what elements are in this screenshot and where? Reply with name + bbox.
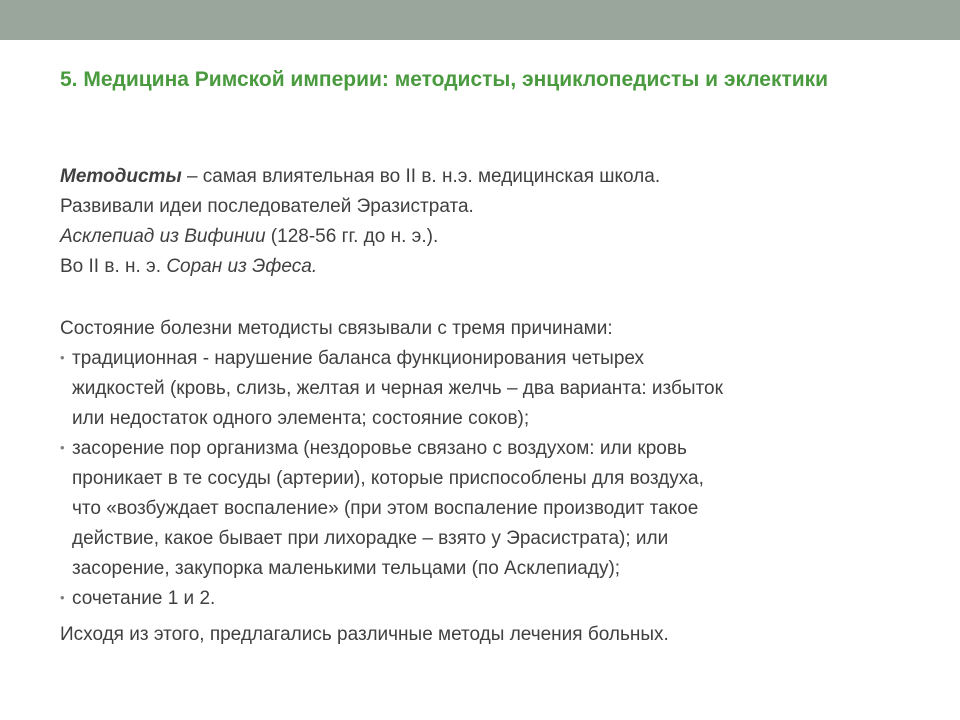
bullet-icon: • [60,350,65,365]
bullet-line: действие, какое бывает при лихорадке – взято у Эрасистрата); или [72,528,669,549]
bullet-line: традиционная - нарушение баланса функционирования четырех [72,348,645,369]
bullet-icon: • [60,590,65,605]
paragraph-methodists [60,162,910,192]
slide-title: 5. Медицина Римской империи: методисты, энциклопедисты и эклектики [60,68,829,91]
bullet-line: засорение пор организма (нездоровье связано с воздухом: или кровь [72,438,687,459]
causes-list [60,344,910,614]
asclepiades-dates: (128-56 гг. до н. э.). [265,226,439,247]
list-item [60,584,910,614]
bullet-line: что «возбуждает воспаление» (при этом воспаление производит такое [72,498,699,519]
top-bar [0,0,960,40]
bullet-line: сочетание 1 и 2. [72,588,216,609]
paragraph-erasistratus: Развивали идеи последователей Эразистрата. [60,196,474,217]
paragraph-causes-intro: Состояние болезни методисты связывали с тремя причинами: [60,318,613,339]
term-methodists: Методисты [60,166,182,187]
slide-content [60,162,910,650]
list-item [60,344,910,434]
paragraph-gap [60,282,910,314]
bullet-line: засорение, закупорка маленькими тельцами (по Асклепиаду); [72,558,621,579]
paragraph-asclepiades [60,222,910,252]
methodists-description: – самая влиятельная во II в. н.э. медицинская школа. [181,166,661,187]
bullet-icon: • [60,440,65,455]
bullet-line: или недостаток одного элемента; состояние соков); [72,408,530,429]
paragraph-conclusion: Исходя из этого, предлагались различные методы лечения больных. [60,624,669,645]
name-asclepiades: Асклепиад из Вифинии [60,226,266,247]
name-soranus: Соран из Эфеса. [166,256,318,277]
bullet-line: проникает в те сосуды (артерии), которые приспособлены для воздуха, [72,468,704,489]
paragraph-soranus [60,252,910,282]
soranus-prefix: Во II в. н. э. [60,256,167,277]
list-item [60,434,910,584]
bullet-line: жидкостей (кровь, слизь, желтая и черная желчь – два варианта: избыток [72,378,723,399]
